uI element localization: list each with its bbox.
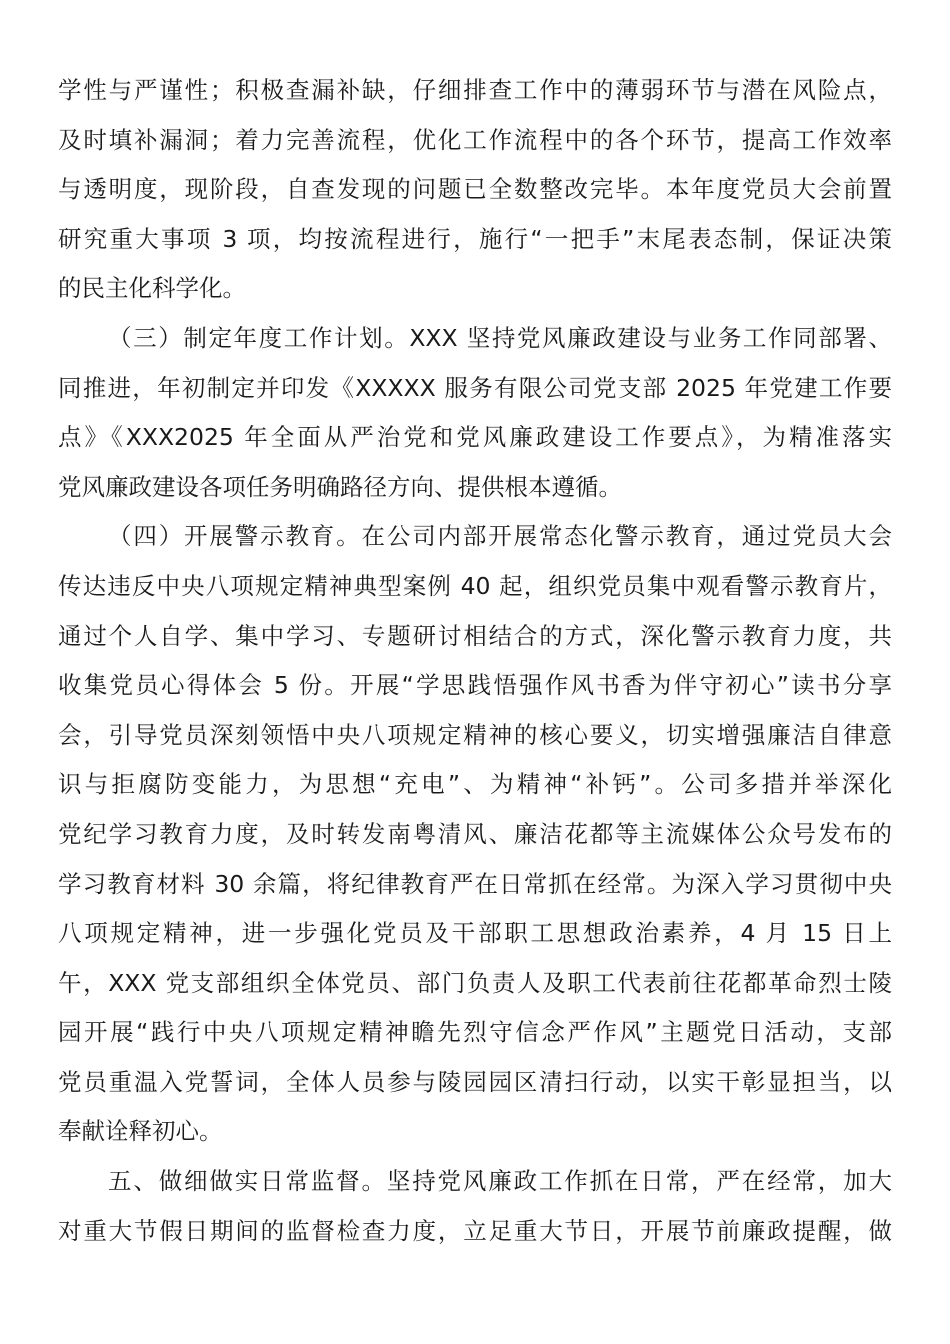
- text-line: 八项规定精神，进一步强化党员及干部职工思想政治素养，4 月 15 日上: [58, 919, 892, 948]
- text-line: （四）开展警示教育。在公司内部开展常态化警示教育，通过党员大会: [108, 522, 892, 551]
- text-line: 收集党员心得体会 5 份。开展“学思践悟强作风书香为伴守初心”读书分享: [58, 671, 892, 700]
- text-line: 会，引导党员深刻领悟中央八项规定精神的核心要义，切实增强廉洁自律意: [58, 720, 892, 749]
- text-line: 的民主化科学化。: [58, 274, 246, 303]
- text-line: 五、做细做实日常监督。坚持党风廉政工作抓在日常，严在经常，加大: [108, 1167, 892, 1196]
- text-line: 与透明度，现阶段，自查发现的问题已全数整改完毕。本年度党员大会前置: [58, 175, 892, 204]
- text-line: 研究重大事项 3 项，均按流程进行，施行“一把手”末尾表态制，保证决策: [58, 224, 892, 253]
- text-line: 及时填补漏洞；着力完善流程，优化工作流程中的各个环节，提高工作效率: [58, 125, 892, 154]
- text-line: 对重大节假日期间的监督检查力度，立足重大节日，开展节前廉政提醒，做: [58, 1216, 892, 1245]
- text-line: 园开展“践行中央八项规定精神瞻先烈守信念严作风”主题党日活动，支部: [58, 1018, 892, 1047]
- text-line: 点》《XXX2025 年全面从严治党和党风廉政建设工作要点》，为精准落实: [58, 423, 892, 452]
- text-line: （三）制定年度工作计划。XXX 坚持党风廉政建设与业务工作同部署、: [108, 323, 892, 352]
- text-line: 奉献诠释初心。: [58, 1117, 223, 1146]
- text-line: 党员重温入党誓词，全体人员参与陵园园区清扫行动，以实干彰显担当，以: [58, 1067, 892, 1096]
- text-line: 午，XXX 党支部组织全体党员、部门负责人及职工代表前往花都革命烈士陵: [58, 968, 892, 997]
- text-line: 同推进，年初制定并印发《XXXXX 服务有限公司党支部 2025 年党建工作要: [58, 373, 892, 402]
- text-line: 通过个人自学、集中学习、专题研讨相结合的方式，深化警示教育力度，共: [58, 621, 892, 650]
- text-line: 学习教育材料 30 余篇，将纪律教育严在日常抓在经常。为深入学习贯彻中央: [58, 869, 892, 898]
- text-line: 识与拒腐防变能力，为思想“充电”、为精神“补钙”。公司多措并举深化: [58, 770, 892, 799]
- body-text: [58, 66, 892, 1256]
- text-line: 传达违反中央八项规定精神典型案例 40 起，组织党员集中观看警示教育片，: [58, 571, 892, 600]
- text-line: 党风廉政建设各项任务明确路径方向、提供根本遵循。: [58, 472, 622, 501]
- text-line: 党纪学习教育力度，及时转发南粤清风、廉洁花都等主流媒体公众号发布的: [58, 819, 892, 848]
- text-line: 学性与严谨性；积极查漏补缺，仔细排查工作中的薄弱环节与潜在风险点，: [58, 76, 892, 104]
